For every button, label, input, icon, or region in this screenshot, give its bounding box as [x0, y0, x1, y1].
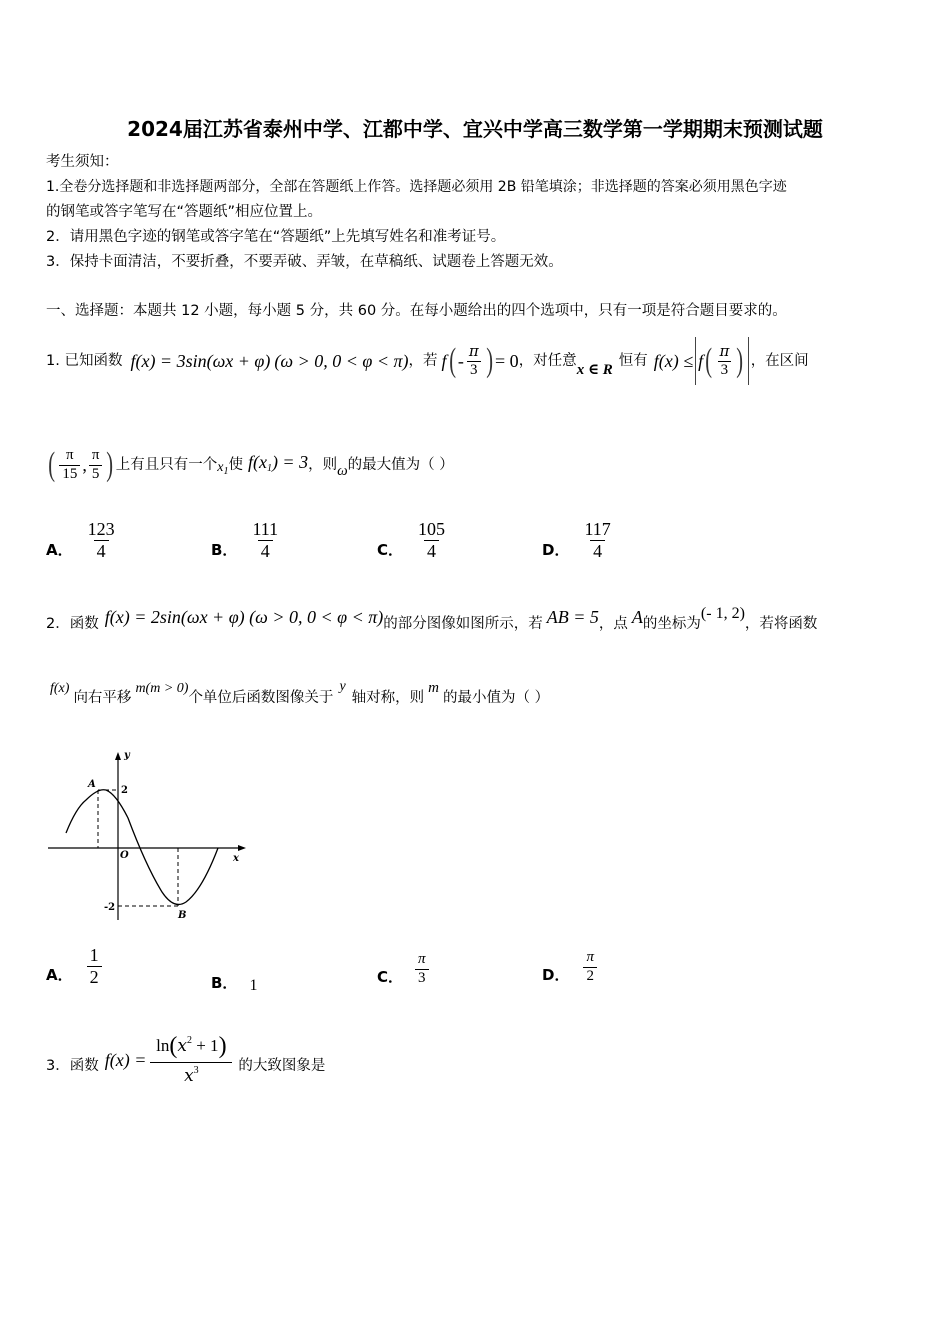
q2-m: m: [428, 680, 439, 696]
graph-label-y: y: [124, 750, 130, 761]
q2-sine-graph: [46, 748, 256, 928]
q1-abs-f: f: [698, 351, 704, 371]
q2-text-axis: 轴对称，则: [351, 690, 425, 706]
q2-option-a-den: 2: [87, 966, 102, 987]
q2-text-shift: 向右平移: [73, 690, 132, 706]
q3-num-exp: 2: [186, 1034, 192, 1046]
q1-text-interval: ，在区间: [750, 353, 809, 369]
graph-label-o: O: [120, 850, 129, 861]
q2-a: A: [631, 607, 643, 627]
q1-option-c-den: 4: [424, 540, 439, 561]
question-2-line-1: [46, 606, 817, 642]
question-1-line-2: [46, 440, 454, 490]
q1-fx1-base: f(x: [247, 451, 267, 472]
q1-function: f(x) = 3sin(ωx + φ): [130, 351, 271, 371]
q2-option-c[interactable]: [377, 952, 431, 987]
q1-text-then: ，则: [308, 457, 338, 473]
q1-text-any: ，对任意: [518, 353, 577, 369]
q2-text-point: ，点: [598, 616, 628, 632]
q1-option-d-den: 4: [590, 540, 605, 561]
q3-den-x: x: [184, 1066, 194, 1087]
q3-denominator: [150, 1062, 232, 1086]
q2-y: y: [339, 679, 346, 694]
q1-abs-open-paren: (: [705, 342, 713, 379]
q1-interval-den-2: 5: [89, 465, 103, 483]
q2-prefix: 2．函数: [46, 616, 99, 632]
q2-option-d-num: π: [586, 949, 594, 966]
q1-option-b-den: 4: [258, 540, 273, 561]
q2-option-a-label: A．: [46, 965, 73, 984]
q1-abs-num: π: [719, 341, 730, 360]
q1-text-max: 的最大值为（ ）: [347, 457, 454, 473]
q1-option-d-num: 117: [584, 519, 611, 539]
q1-abs-fraction: [717, 341, 733, 379]
notice-item-3: 3．保持卡面清洁，不要折叠，不要弄破、弄皱，在草稿纸、试题卷上答题无效。: [46, 254, 563, 270]
section-heading: 一、选择题：本题共 12 小题，每小题 5 分，共 60 分。在每小题给出的四个选项中，只有一项是符合题目要求的。: [46, 303, 787, 319]
q1-interval-num-2: π: [91, 446, 100, 463]
q1-zero-f: f: [441, 351, 447, 371]
graph-label-a: A: [88, 779, 96, 790]
q2-option-b-value: 1: [249, 976, 258, 994]
q1-text-make: 使: [228, 457, 243, 473]
q1-fx1: [248, 452, 308, 479]
q2-ab: AB = 5: [546, 607, 599, 627]
q1-abs-close-paren: ): [736, 342, 744, 379]
q2-option-c-den: 3: [415, 969, 429, 987]
q1-abs-bar-right: [748, 337, 749, 385]
q2-option-a[interactable]: [46, 946, 104, 987]
q3-num-x: x: [177, 1035, 187, 1056]
q1-interval-fraction-1: [59, 448, 80, 483]
q1-inequality-left: f(x) ≤: [653, 351, 694, 371]
q1-option-c[interactable]: [377, 520, 450, 561]
q1-zero-close-paren: ): [485, 342, 493, 379]
exam-title: 2024届江苏省泰州中学、江都中学、宜兴中学高三数学第一学期期末预测试题: [127, 117, 823, 141]
q2-option-b[interactable]: [211, 972, 257, 993]
q1-text-if: ，若: [408, 353, 438, 369]
graph-label-2: 2: [121, 785, 128, 796]
q1-option-c-num: 105: [418, 519, 446, 539]
question-2-line-2: [46, 680, 549, 716]
q1-x1-sub: 1: [223, 466, 229, 477]
notice-item-2: 2．请用黑色字迹的钢笔或答字笔在“答题纸”上先填写姓名和准考证号。: [46, 229, 506, 245]
q2-text-part: 的部分图像如图所示，若: [383, 616, 543, 632]
q1-option-a-fraction: [85, 520, 118, 561]
q2-option-d[interactable]: [542, 950, 599, 985]
q1-condition: (ω > 0, 0 < φ < π): [274, 351, 409, 371]
q1-option-d[interactable]: [542, 520, 616, 561]
question-3: [46, 1030, 325, 1090]
q1-option-c-fraction: [415, 520, 448, 561]
q2-option-a-num: 1: [89, 945, 99, 965]
q2-option-c-label: C．: [377, 968, 404, 986]
q3-lhs: f(x) =: [104, 1050, 147, 1070]
q1-option-d-fraction: [581, 520, 613, 561]
q1-interval-den-1: 15: [59, 465, 80, 483]
q2-option-d-den: 2: [583, 967, 597, 985]
q2-text-min: 的最小值为（ ）: [443, 690, 550, 706]
q1-option-b-label: B．: [211, 540, 238, 559]
q1-abs-den: 3: [718, 361, 732, 379]
q1-zero-den: 3: [467, 361, 481, 379]
q1-x1: [217, 458, 228, 482]
q1-abs-bar-left: [695, 337, 696, 385]
q1-interval-close-paren: ): [106, 446, 114, 483]
q1-option-a-den: 4: [94, 540, 109, 561]
q2-option-d-label: D．: [542, 966, 570, 984]
q3-num-ln: ln: [156, 1035, 170, 1055]
q1-option-a[interactable]: [46, 520, 120, 561]
q1-interval-comma: ,: [82, 455, 87, 475]
q3-prefix: 3．函数: [46, 1058, 99, 1074]
graph-label-x: x: [233, 853, 239, 864]
notice-item-1-line-1: 1.全卷分选择题和非选择题两部分，全部在答题纸上作答。选择题必须用 2B 铅笔填涂；非选择题的答案必须用黑色字迹: [46, 179, 787, 195]
q1-interval-fraction-2: [89, 448, 103, 483]
q1-interval-num-1: π: [66, 446, 74, 463]
graph-label-b: B: [178, 910, 187, 921]
q1-option-b-fraction: [249, 520, 281, 561]
q1-option-a-label: A．: [46, 540, 73, 559]
notice-item-1-line-2: 的钢笔或答字笔写在“答题纸”相应位置上。: [46, 204, 323, 220]
q1-fx1-end: ) = 3: [271, 451, 309, 472]
q1-text-only: 上有且只有一个: [115, 457, 218, 473]
q1-fx1-sub: 1: [266, 462, 272, 474]
q1-zero-open-paren: (: [448, 342, 456, 379]
q1-option-d-label: D．: [542, 540, 570, 559]
q1-x1-base: x: [217, 460, 224, 475]
q3-den-exp: 3: [193, 1065, 199, 1077]
q2-option-d-fraction: [583, 950, 597, 985]
q1-text-has: 恒有: [618, 353, 648, 369]
q2-text-coord: 的坐标为: [642, 616, 701, 632]
graph-sine-curve: [66, 790, 218, 905]
q1-option-b[interactable]: [211, 520, 283, 561]
q1-option-c-label: C．: [377, 540, 404, 559]
q3-suffix: 的大致图象是: [238, 1058, 326, 1074]
q3-numerator: $\ln(x^2 + 1)$: [156, 1032, 227, 1059]
graph-y-arrow: [115, 752, 121, 760]
q1-zero-fraction: [466, 341, 482, 379]
q2-fx: f(x): [50, 681, 70, 696]
graph-label-minus-2: -2: [104, 902, 116, 913]
q2-m-cond: m(m > 0): [135, 681, 189, 696]
q2-option-c-fraction: [415, 952, 429, 987]
q3-num-tail: + 1: [196, 1035, 219, 1055]
q2-option-a-fraction: [87, 946, 102, 987]
q2-text-units: 个单位后函数图像关于: [188, 690, 334, 706]
q2-text-if: ，若将函数: [744, 616, 818, 632]
q2-option-c-num: π: [418, 951, 426, 968]
q2-option-b-label: B．: [211, 974, 238, 992]
q1-zero-neg: -: [457, 351, 464, 371]
q1-x-in-r: x ∈ R: [576, 362, 613, 378]
q2-coord: (- 1, 2): [700, 605, 745, 622]
q1-interval-open-paren: (: [48, 446, 56, 483]
graph-x-arrow: [238, 845, 246, 851]
q2-function: f(x) = 2sin(ωx + φ) (ω > 0, 0 < φ < π): [104, 607, 384, 627]
question-1-line-1: [46, 341, 809, 381]
q1-omega: ω: [337, 463, 348, 479]
q1-zero-num: π: [468, 341, 479, 360]
notice-heading: 考生须知：: [46, 154, 119, 170]
q1-option-b-num: 111: [252, 519, 279, 539]
q1-option-a-num: 123: [87, 519, 115, 539]
q3-fraction: [150, 1034, 232, 1086]
q1-prefix: 1. 已知函数: [46, 353, 123, 369]
q1-zero-eq: = 0: [495, 351, 519, 371]
